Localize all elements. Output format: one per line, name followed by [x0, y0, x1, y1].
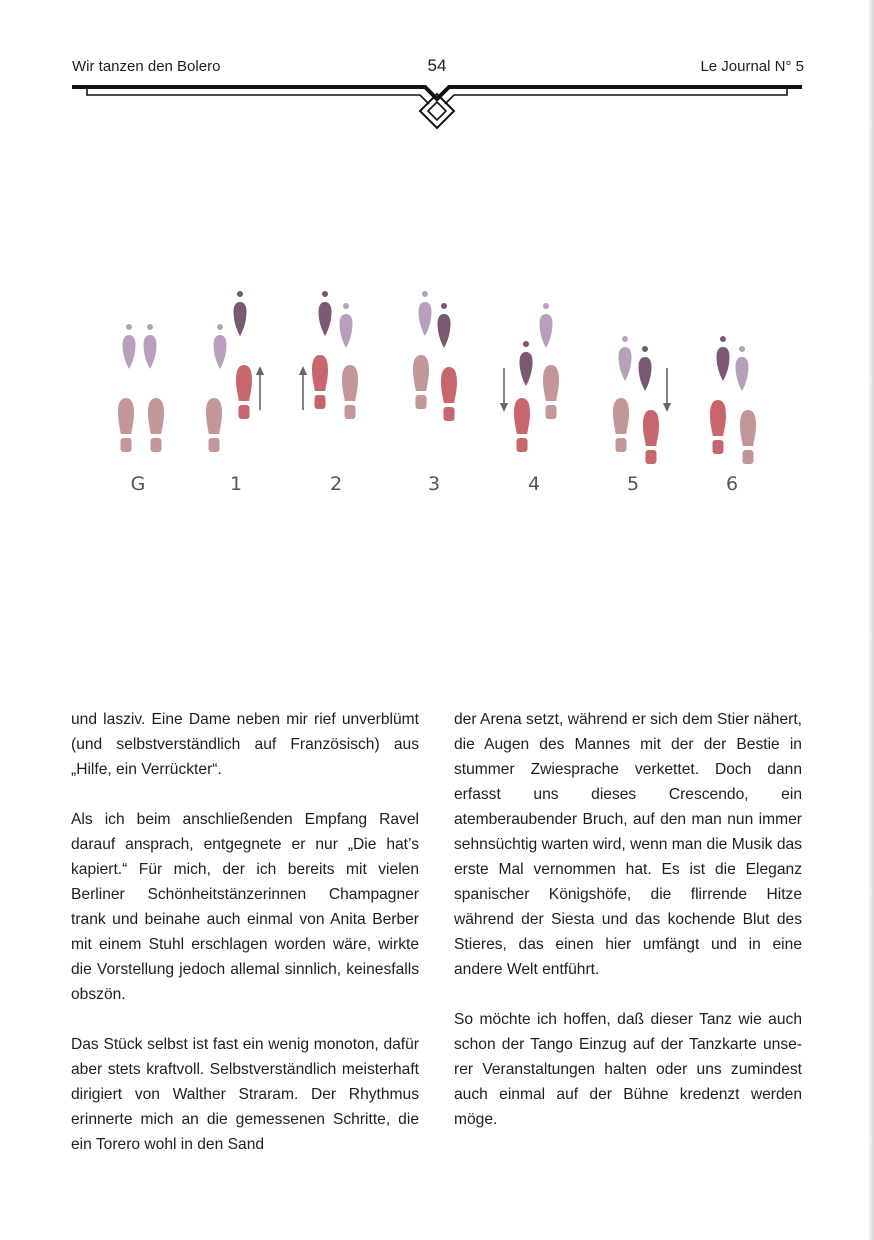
lady-heel-dot: [720, 336, 726, 342]
article-paragraph: Als ich beim anschließenden Empfang Ravel darauf ansprach, entgegnete er nur „Die hat’s kapiert.“ Für mich, der ich bereits mit vielen Berliner Schönheitstänzerinnen Champagner trank und beinahe auch einmal von Anita Berber mit einem Stuhl erschlagen worden wäre, wirkte die Vorstellung jedoch allemal sinnlich, keinesfalls obszön.: [71, 811, 419, 1003]
lady-heel-dot: [343, 303, 349, 309]
man-left-foot: [613, 398, 629, 452]
step-6: [710, 336, 756, 464]
step-label: 6: [725, 473, 739, 495]
lady-heel-dot: [441, 303, 447, 309]
lady-left-foot: [123, 335, 136, 369]
step-label: 1: [229, 473, 243, 495]
arrow-down-icon: [663, 403, 671, 412]
lady-right-foot: [340, 314, 353, 348]
article-paragraph: So möchte ich hoffen, daß dieser Tanz wie auch schon der Tango Einzug auf der Tanzkarte unserer Veranstaltungen halten oder uns zumindest auch einmal auf der Bühne kredenzt werden möge.: [454, 1011, 802, 1128]
lady-heel-dot: [642, 346, 648, 352]
lady-heel-dot: [422, 291, 428, 297]
man-left-foot: [118, 398, 134, 452]
step-label: 3: [427, 473, 441, 495]
man-right-foot: [740, 410, 756, 464]
lady-heel-dot: [237, 291, 243, 297]
lady-heel-dot: [622, 336, 628, 342]
lady-left-foot: [717, 347, 730, 381]
lady-heel-dot: [523, 341, 529, 347]
man-right-foot: [148, 398, 164, 452]
lady-heel-dot: [126, 324, 132, 330]
lady-heel-dot: [322, 291, 328, 297]
article-paragraph: der Arena setzt, während er sich dem Stier nähert, die Augen des Mannes mit der der Bestie in stummer Zwiesprache verkettet. Doch dann erfasst uns dieses Crescendo, ein atemberaubender Bruch, auf den man nun immer sehnsüchtig warten wird, wenn man die Musik das erste Mal vernommen hat. Es ist die Eleganz spanischer Königshöfe, die flirrende Hitze während der Siesta und das kochende Blut des Stieres, das einen hier umfängt und in eine andere Welt entführt.: [454, 711, 802, 978]
lady-right-foot: [438, 314, 451, 348]
article-column-left: [71, 707, 419, 1182]
lady-heel-dot: [739, 346, 745, 352]
step-1: [206, 291, 264, 452]
arrow-up-icon: [256, 366, 264, 375]
step-G: [118, 324, 164, 452]
man-right-foot: [236, 365, 252, 419]
man-left-foot: [710, 400, 726, 454]
lady-heel-dot: [147, 324, 153, 330]
man-right-foot: [543, 365, 559, 419]
lady-right-foot: [144, 335, 157, 369]
step-label: G: [130, 473, 146, 495]
arrow-down-icon: [500, 403, 508, 412]
lady-right-foot: [540, 314, 553, 348]
man-right-foot: [342, 365, 358, 419]
lady-right-foot: [234, 302, 247, 336]
step-3: [413, 291, 457, 421]
lady-left-foot: [319, 302, 332, 336]
man-left-foot: [413, 355, 429, 409]
man-right-foot: [643, 410, 659, 464]
man-left-foot: [514, 398, 530, 452]
lady-left-foot: [619, 347, 632, 381]
man-left-foot: [312, 355, 328, 409]
bolero-step-diagram: [0, 0, 874, 520]
article-column-right: [454, 707, 802, 1157]
article-paragraph: Das Stück selbst ist fast ein wenig monoton, dafür aber stets kraftvoll. Selbstverständlich meisterhaft dirigiert von Walther Straram. Der Rhythmus erinnerte mich an die gemessenen Schritte, die ein Torero wohl in den Sand: [71, 1036, 419, 1153]
man-right-foot: [441, 367, 457, 421]
step-5: [613, 336, 671, 464]
step-label: 2: [329, 473, 343, 495]
step-4: [500, 303, 559, 452]
article-paragraph: und lasziv. Eine Dame neben mir rief unverblümt (und selbstverständlich auf Französisch) aus „Hilfe, ein Verrückter“.: [71, 711, 419, 778]
lady-heel-dot: [217, 324, 223, 330]
running-header-journal: Le Journal N° 5: [700, 58, 804, 75]
lady-right-foot: [736, 357, 749, 391]
page-number: 54: [427, 56, 447, 75]
arrow-up-icon: [299, 366, 307, 375]
step-label: 5: [626, 473, 640, 495]
lady-left-foot: [214, 335, 227, 369]
step-label: 4: [527, 473, 541, 495]
lady-left-foot: [520, 352, 533, 386]
man-left-foot: [206, 398, 222, 452]
lady-left-foot: [419, 302, 432, 336]
lady-right-foot: [639, 357, 652, 391]
running-header-title: Wir tanzen den Bolero: [72, 58, 221, 75]
lady-heel-dot: [543, 303, 549, 309]
step-2: [299, 291, 358, 419]
